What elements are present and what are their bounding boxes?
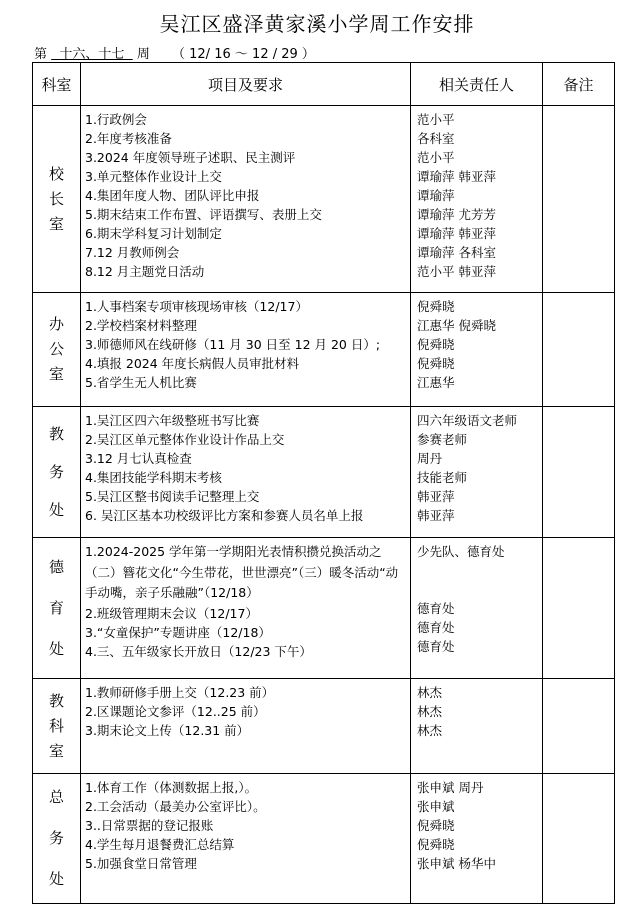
- notes-cell: [543, 106, 615, 293]
- responsible-person: 张申斌 周丹: [417, 780, 484, 795]
- dept-char: 长: [48, 189, 64, 208]
- item-line: 6.期末学科复习计划制定: [85, 226, 222, 241]
- section-row: [33, 293, 615, 407]
- dept-char: 处: [48, 870, 64, 888]
- responsible-person: 谭瑜萍 尤芳芳: [417, 207, 496, 222]
- item-line: 3.12 月七认真检查: [85, 451, 192, 466]
- item-line: 3..日常票据的登记报账: [85, 818, 214, 833]
- item-line: 3.期末论文上传（12.31 前）: [85, 723, 250, 738]
- responsible-person: 倪舜晓: [417, 837, 455, 852]
- responsible-person: 倪舜晓: [417, 818, 455, 833]
- item-line: 6. 吴江区基本功校级评比方案和参赛人员名单上报: [85, 508, 364, 523]
- responsible-person: 倪舜晓: [417, 299, 455, 314]
- dept-char: 办: [48, 315, 64, 333]
- responsible-person: 江惠华: [417, 375, 455, 390]
- dept-char: 处: [48, 501, 64, 519]
- item-line: 1.行政例会: [85, 112, 147, 127]
- responsible-person: 范小平: [417, 112, 455, 127]
- item-line: 3.单元整体作业设计上交: [85, 169, 222, 184]
- items-cell: [81, 679, 411, 774]
- dept-cell: [33, 106, 81, 293]
- item-line: 4.集团技能学科期末考核: [85, 470, 222, 485]
- item-line: 8.12 月主题党日活动: [85, 264, 205, 279]
- section-row: [33, 538, 615, 679]
- item-line: 1.吴江区四六年级整班书写比赛: [85, 413, 260, 428]
- item-line: 7.12 月教师例会: [85, 245, 180, 260]
- schedule-table: [32, 62, 615, 904]
- page-title: 吴江区盛泽黄家溪小学周工作安排: [159, 12, 475, 36]
- responsible-person: 周丹: [417, 451, 443, 466]
- week-range: 第 十六、十七 周 （ 12/ 16 ～ 12 / 29 ）: [34, 47, 315, 62]
- dept-char: 校: [48, 164, 64, 183]
- section-row: [33, 774, 615, 904]
- notes-cell: [543, 293, 615, 407]
- responsible-person: 倪舜晓: [417, 356, 455, 371]
- people-cell: [411, 538, 543, 679]
- week-tilde: ～: [234, 47, 248, 62]
- responsible-person: 范小平: [417, 150, 455, 165]
- responsible-person: 韩亚萍: [417, 489, 455, 504]
- dept-char: 务: [48, 829, 64, 847]
- items-cell: [81, 774, 411, 904]
- responsible-person: 德育处: [417, 639, 455, 654]
- dept-cell: [33, 774, 81, 904]
- section-row: [33, 106, 615, 293]
- dept-char: 教: [48, 691, 64, 710]
- responsible-person: [417, 561, 542, 580]
- notes-cell: [543, 407, 615, 538]
- week-suffix: 周: [136, 47, 150, 62]
- dept-cell: [33, 293, 81, 407]
- dept-char: 德: [48, 557, 64, 576]
- people-cell: [411, 774, 543, 904]
- dept-char: 室: [48, 214, 64, 233]
- notes-cell: [543, 538, 615, 679]
- dept-char: 总: [48, 788, 64, 806]
- dept-char: 教: [48, 425, 64, 443]
- item-line: 5.加强食堂日常管理: [85, 856, 197, 871]
- dept-cell: [33, 679, 81, 774]
- responsible-person: 张申斌: [417, 799, 455, 814]
- items-cell: [81, 293, 411, 407]
- dept-char: 育: [48, 598, 64, 617]
- item-line: 4.三、五年级家长开放日（12/23 下午）: [85, 643, 312, 659]
- item-line: 4.集团年度人物、团队评比申报: [85, 188, 260, 203]
- item-line: 1.体育工作（体测数据上报,）。: [85, 780, 258, 795]
- item-line: 3.师德师风在线研修（11 月 30 日至 12 月 20 日）;: [85, 337, 381, 352]
- dept-char: 公: [48, 340, 64, 358]
- responsible-person: 倪舜晓: [417, 337, 455, 352]
- responsible-person: 林杰: [417, 723, 443, 738]
- dept-char: 务: [48, 463, 64, 481]
- responsible-person: 谭瑜萍 韩亚萍: [417, 226, 496, 241]
- responsible-person: 张申斌 杨华中: [417, 856, 496, 871]
- responsible-person: 德育处: [417, 620, 455, 635]
- responsible-person: 各科室: [417, 131, 455, 146]
- responsible-person: [417, 580, 542, 599]
- items-cell: [81, 538, 411, 679]
- section-row: [33, 407, 615, 538]
- responsible-person: 谭瑜萍 韩亚萍: [417, 169, 496, 184]
- header-notes: 备注: [543, 63, 615, 106]
- header-items: 项目及要求: [81, 63, 411, 106]
- item-line: 1.2024-2025 学年第一学期阳光表情积攒兑换活动之（二）簪花文化“今生带花，世世漂亮”（三）暖冬活动“动手动嘴，亲子乐融融”（12/18）: [85, 544, 399, 600]
- people-cell: [411, 293, 543, 407]
- week-start-date: 12/ 16: [189, 47, 231, 62]
- item-line: 4.学生每月退餐费汇总结算: [85, 837, 235, 852]
- dept-char: 科: [48, 716, 64, 735]
- header-people: 相关责任人: [411, 63, 543, 106]
- dept-char: 室: [48, 741, 64, 760]
- responsible-person: 林杰: [417, 685, 443, 700]
- week-prefix: 第: [34, 47, 48, 62]
- items-cell: [81, 106, 411, 293]
- responsible-person: 德育处: [417, 601, 455, 616]
- items-cell: [81, 407, 411, 538]
- item-line: 3.“女童保护”专题讲座（12/18）: [85, 624, 271, 640]
- section-row: [33, 679, 615, 774]
- item-line: 2.区课题论文参评（12..25 前）: [85, 704, 266, 719]
- week-number: 十六、十七: [59, 47, 125, 62]
- item-line: 4.填报 2024 年度长病假人员审批材料: [85, 356, 300, 371]
- responsible-person: 范小平 韩亚萍: [417, 264, 496, 279]
- people-cell: [411, 679, 543, 774]
- people-cell: [411, 106, 543, 293]
- item-line: 1.教师研修手册上交（12.23 前）: [85, 685, 275, 700]
- responsible-person: 谭瑜萍: [417, 188, 455, 203]
- item-line: 2.学校档案材料整理: [85, 318, 197, 333]
- item-line: 5.吴江区整书阅读手记整理上交: [85, 489, 260, 504]
- responsible-person: 江惠华 倪舜晓: [417, 318, 496, 333]
- dept-cell: [33, 407, 81, 538]
- people-cell: [411, 407, 543, 538]
- responsible-person: 韩亚萍: [417, 508, 455, 523]
- notes-cell: [543, 679, 615, 774]
- item-line: 5.省学生无人机比赛: [85, 375, 197, 390]
- header-dept: 科室: [33, 63, 81, 106]
- item-line: 2.班级管理期末会议（12/17）: [85, 605, 258, 621]
- table-header-row: [33, 63, 615, 106]
- notes-cell: [543, 774, 615, 904]
- item-line: 2.年度考核准备: [85, 131, 172, 146]
- responsible-person: 林杰: [417, 704, 443, 719]
- dept-char: 室: [48, 365, 64, 383]
- responsible-person: 技能老师: [417, 470, 468, 485]
- responsible-person: 少先队、德育处: [417, 544, 505, 559]
- dept-char: 处: [48, 639, 64, 658]
- item-line: 3.2024 年度领导班子述职、民主测评: [85, 150, 296, 165]
- week-end-date: 12 / 29: [252, 47, 298, 62]
- responsible-person: 四六年级语文老师: [417, 413, 518, 428]
- item-line: 1.人事档案专项审核现场审核（12/17）: [85, 299, 308, 314]
- responsible-person: 参赛老师: [417, 432, 468, 447]
- item-line: 2.工会活动（最美办公室评比）。: [85, 799, 266, 814]
- responsible-person: 谭瑜萍 各科室: [417, 245, 496, 260]
- item-line: 5.期末结束工作布置、评语撰写、表册上交: [85, 207, 322, 222]
- dept-cell: [33, 538, 81, 679]
- item-line: 2.吴江区单元整体作业设计作品上交: [85, 432, 285, 447]
